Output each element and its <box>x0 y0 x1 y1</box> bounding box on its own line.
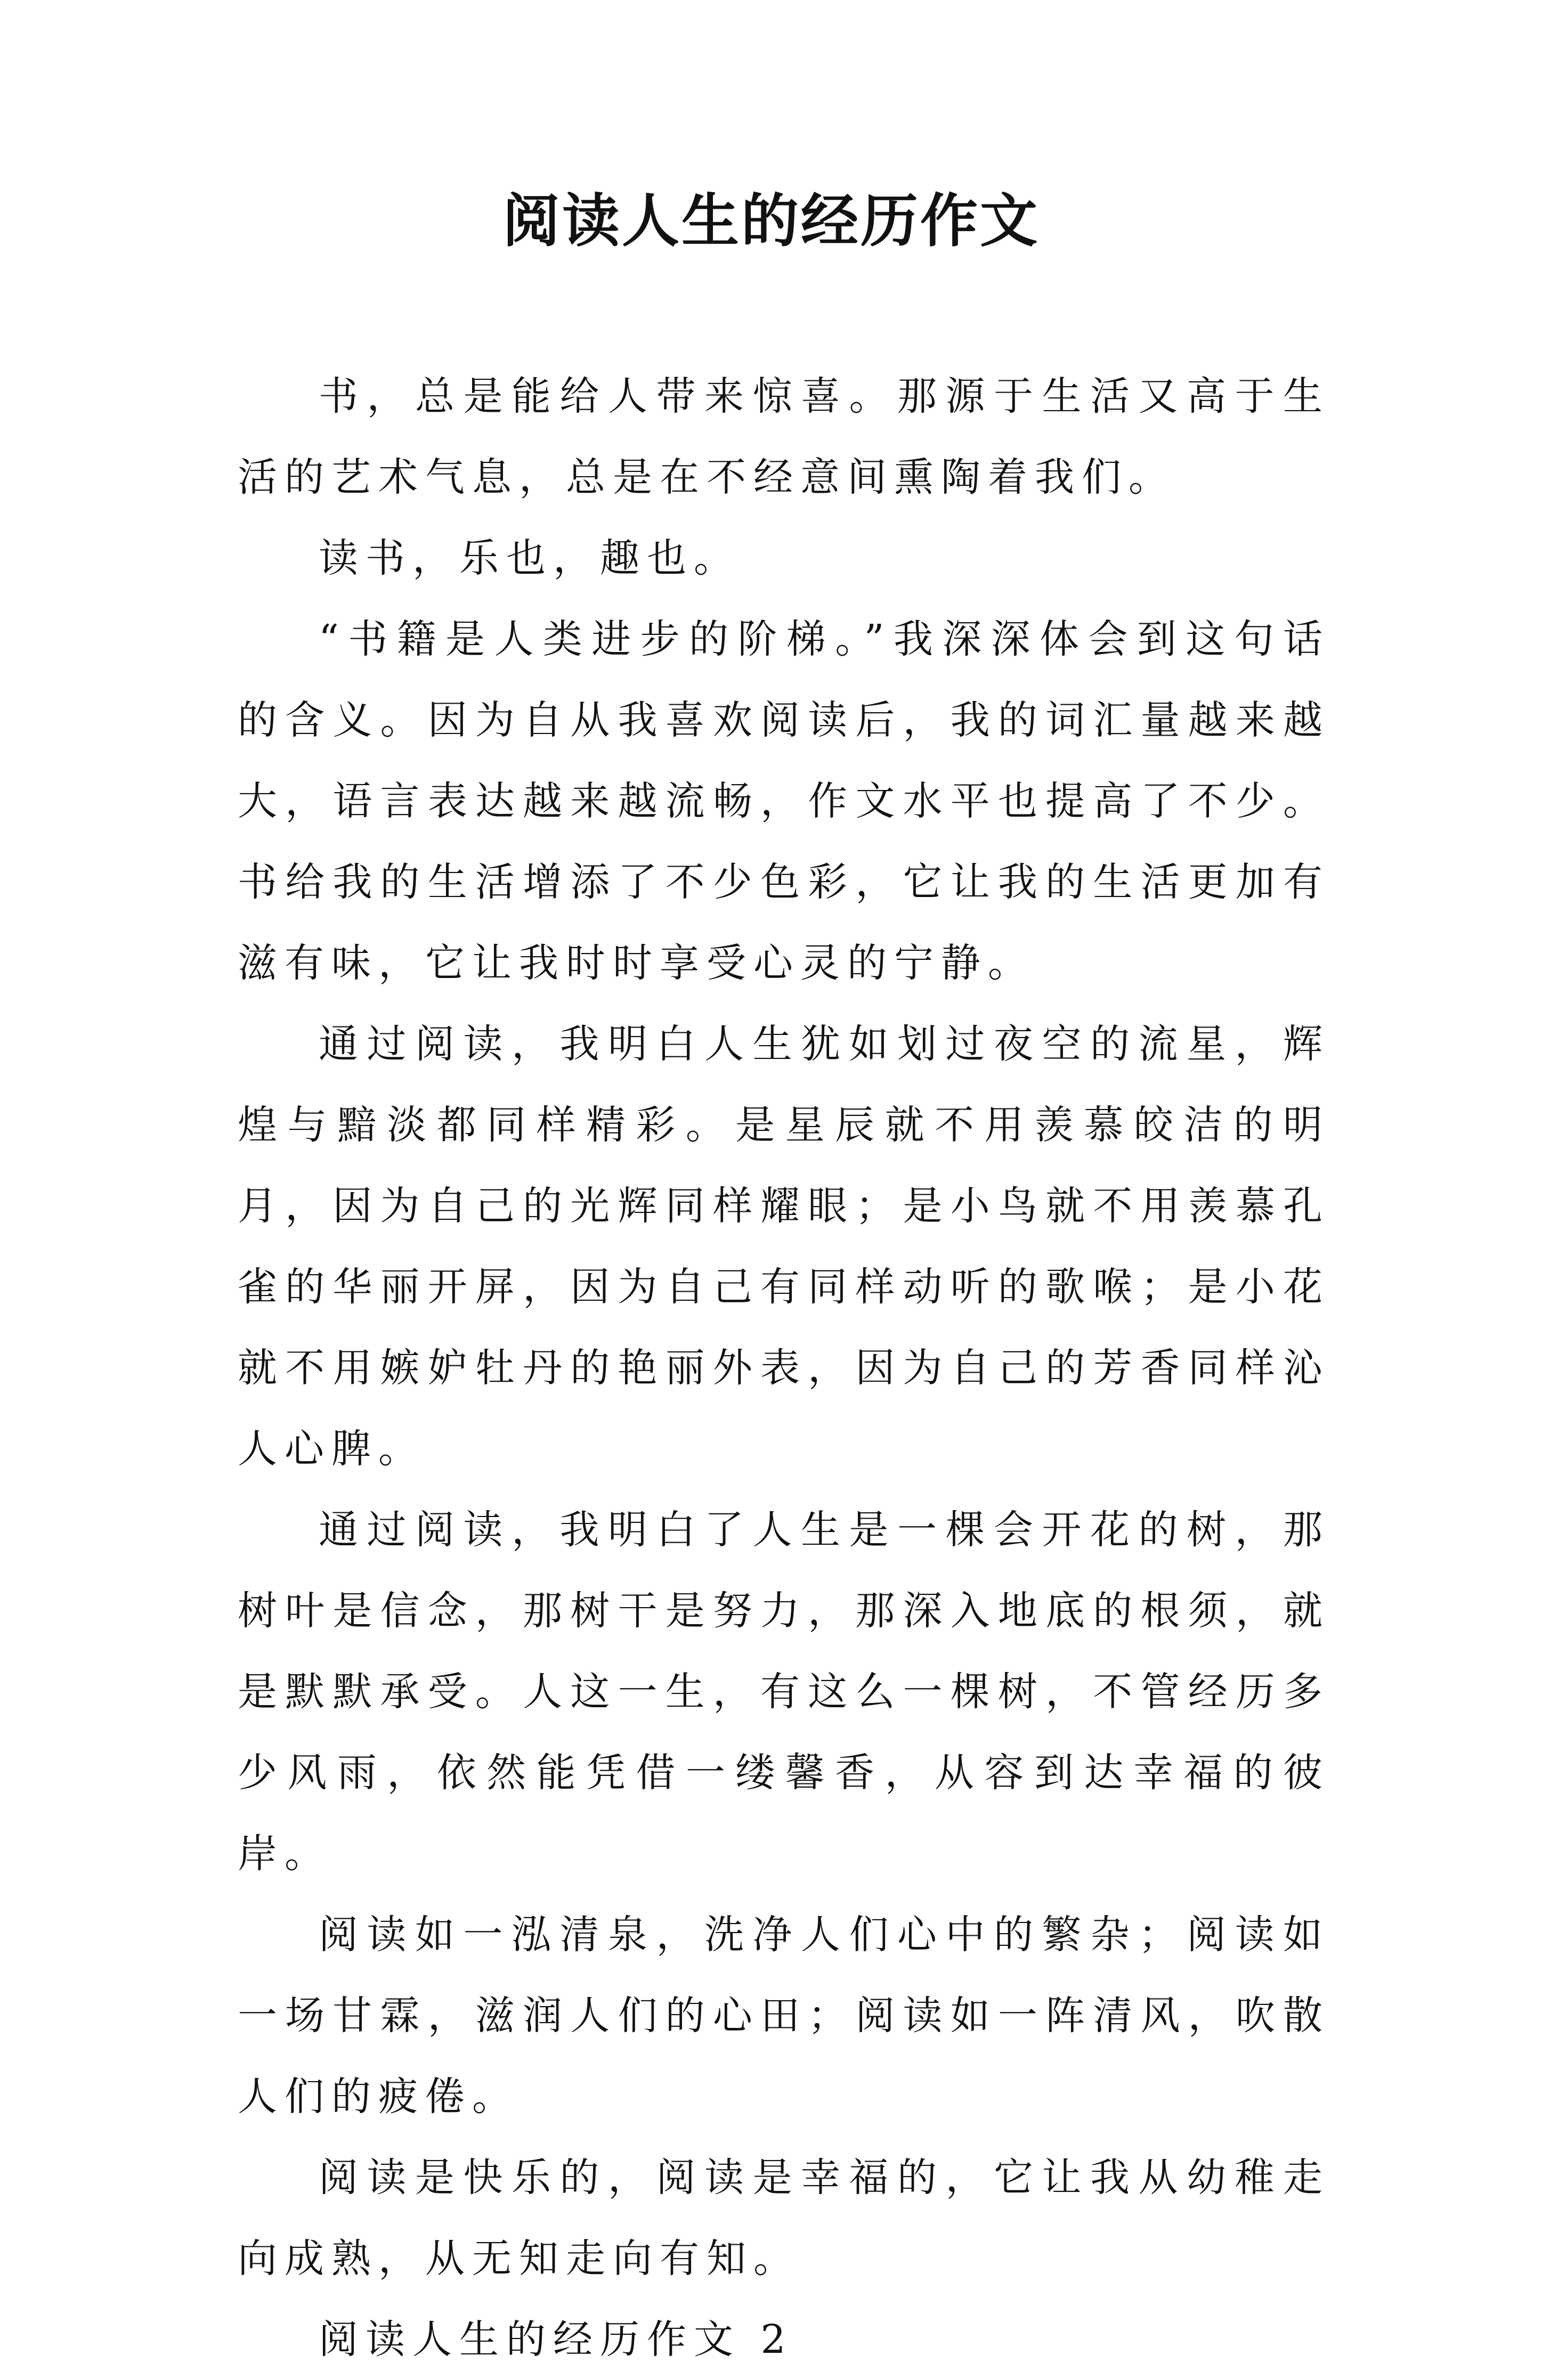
paragraph-6: 阅读如一泓清泉，洗净人们心中的繁杂；阅读如一场甘霖，滋润人们的心田；阅读如一阵清风，吹散人们的疲倦。 <box>238 1912 1330 2120</box>
paragraph-2: 读书，乐也，趣也。 <box>319 535 741 581</box>
paragraph-1: 书，总是能给人带来惊喜。那源于生活又高于生活的艺术气息，总是在不经意间熏陶着我们。 <box>238 373 1330 500</box>
document-title: 阅读人生的经历作文 <box>502 188 1040 255</box>
paragraph-4: 通过阅读，我明白人生犹如划过夜空的流星，辉煌与黯淡都同样精彩。是星辰就不用羡慕皎洁的明月，因为自己的光辉同样耀眼；是小鸟就不用羡慕孔雀的华丽开屏，因为自己有同样动听的歌喉；是小花就不用嫉妒牡丹的艳丽外表，因为自己的芳香同样沁人心脾。 <box>238 1021 1330 1472</box>
section-heading-2: 阅读人生的经历作文 2 <box>319 2317 793 2362</box>
paragraph-5: 通过阅读，我明白了人生是一棵会开花的树，那树叶是信念，那树干是努力，那深入地底的根须，就是默默承受。人这一生，有这么一棵树，不管经历多少风雨，依然能凭借一缕馨香，从容到达幸福的彼岸。 <box>238 1507 1330 1877</box>
paragraph-7: 阅读是快乐的，阅读是幸福的，它让我从幼稚走向成熟，从无知走向有知。 <box>238 2155 1330 2281</box>
document-body <box>238 356 1330 2380</box>
paragraph-3: “书籍是人类进步的阶梯。”我深深体会到这句话的含义。因为自从我喜欢阅读后，我的词汇量越来越大，语言表达越来越流畅，作文水平也提高了不少。书给我的生活增添了不少色彩，它让我的生活更加有滋有味，它让我时时享受心灵的宁静。 <box>238 616 1330 986</box>
